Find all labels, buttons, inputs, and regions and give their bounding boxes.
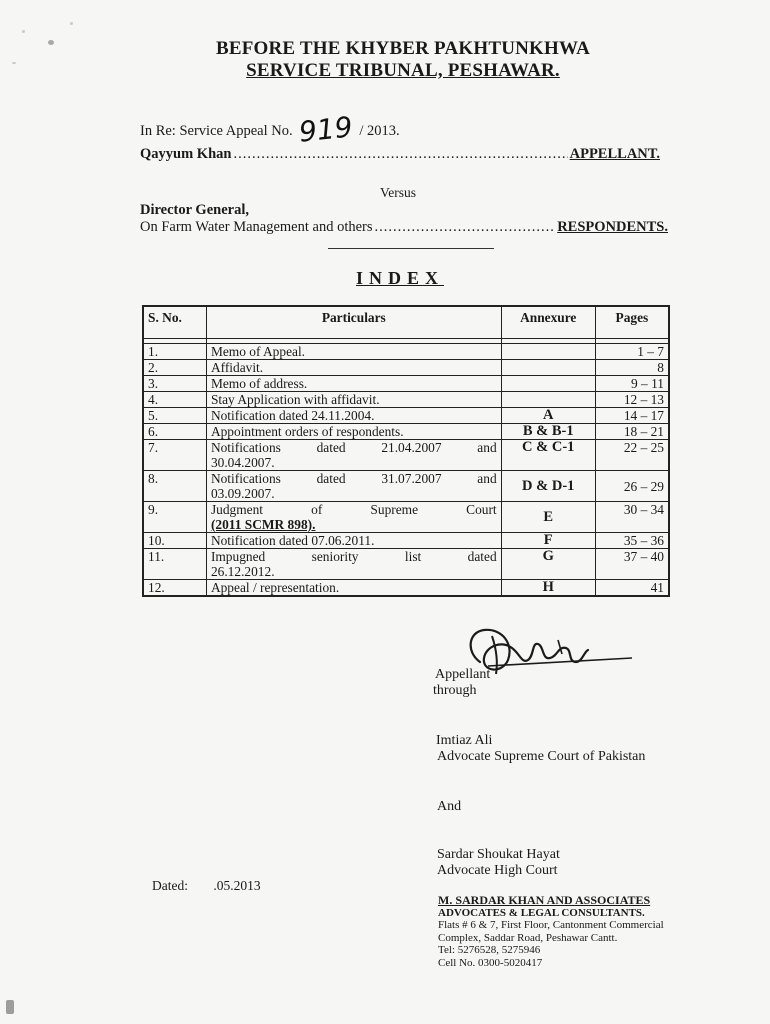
cell-pages: 8 — [595, 360, 669, 376]
scan-speck — [22, 30, 25, 33]
cell-sno: 2. — [143, 360, 206, 376]
cell-sno: 3. — [143, 376, 206, 392]
firm-cell: Cell No. 0300-5020417 — [438, 956, 543, 969]
cell-sno: 5. — [143, 408, 206, 424]
table-row — [143, 533, 669, 549]
cell-annexure — [501, 360, 595, 376]
and-label: And — [437, 799, 462, 814]
cell-particulars: Notification dated 07.06.2011. — [206, 533, 501, 549]
court-heading-line2: SERVICE TRIBUNAL, PESHAWAR. — [246, 60, 560, 81]
firm-address-line1: Flats # 6 & 7, First Floor, Cantonment Commercial — [438, 919, 664, 931]
cell-annexure: A — [501, 408, 595, 424]
counsel1-title: Advocate Supreme Court of Pakistan — [437, 749, 646, 764]
cell-pages: 26 – 29 — [595, 471, 669, 502]
cell-particulars: Notification dated 24.11.2004. — [206, 408, 501, 424]
cell-sno: 10. — [143, 533, 206, 549]
column-header: S. No. — [143, 306, 206, 339]
table-row — [143, 580, 669, 597]
cell-annexure: F — [501, 533, 595, 549]
column-header: Annexure — [501, 306, 595, 339]
column-header: Particulars — [206, 306, 501, 339]
appeal-prefix: In Re: Service Appeal No. — [140, 123, 293, 139]
respondent-line — [140, 219, 668, 236]
cell-pages: 9 – 11 — [595, 376, 669, 392]
respondent-role: RESPONDENTS. — [557, 219, 668, 235]
court-heading-line1: BEFORE THE KHYBER PAKHTUNKHWA — [215, 38, 591, 59]
particulars-line: Notifications dated 21.04.2007 and — [210, 440, 497, 455]
cell-annexure: D & D-1 — [501, 471, 595, 502]
table-row — [143, 360, 669, 376]
cell-annexure: C & C-1 — [501, 440, 595, 471]
cell-sno: 9. — [143, 502, 206, 533]
index-title: INDEX — [356, 268, 445, 288]
cell-sno: 8. — [143, 471, 206, 502]
dated-label: Dated: — [152, 878, 188, 893]
leader-dots — [375, 219, 556, 236]
respondent-name: On Farm Water Management and others — [140, 219, 373, 235]
table-row — [143, 471, 669, 502]
separator-rule — [328, 248, 494, 249]
cell-particulars — [206, 440, 501, 471]
dated-line — [152, 878, 261, 894]
scan-speck — [6, 1000, 14, 1014]
cell-pages: 14 – 17 — [595, 408, 669, 424]
cell-particulars: Stay Application with affidavit. — [206, 392, 501, 408]
appeal-number-handwritten: 919 — [297, 110, 355, 149]
cell-pages: 22 – 25 — [595, 440, 669, 471]
column-header: Pages — [595, 306, 669, 339]
counsel1-name: Imtiaz Ali — [436, 733, 493, 748]
firm-tagline: ADVOCATES & LEGAL CONSULTANTS. — [438, 906, 645, 919]
dated-value: .05.2013 — [213, 878, 261, 893]
cell-pages: 37 – 40 — [595, 549, 669, 580]
table-row — [143, 392, 669, 408]
cell-sno: 6. — [143, 424, 206, 440]
table-row — [143, 376, 669, 392]
cell-particulars: Memo of Appeal. — [206, 344, 501, 360]
cell-particulars: Memo of address. — [206, 376, 501, 392]
particulars-line: 30.04.2007. — [210, 455, 275, 470]
particulars-line: Judgment of Supreme Court — [210, 502, 497, 517]
cell-pages: 41 — [595, 580, 669, 597]
cell-annexure: B & B-1 — [501, 424, 595, 440]
table-header-row — [143, 306, 669, 339]
appellant-label: Appellant — [435, 667, 491, 682]
cell-annexure: E — [501, 502, 595, 533]
cell-particulars — [206, 502, 501, 533]
cell-annexure — [501, 344, 595, 360]
table-row — [143, 408, 669, 424]
firm-address-line2: Complex, Saddar Road, Peshawar Cantt. — [438, 931, 618, 944]
particulars-line: Impugned seniority list dated — [210, 549, 497, 564]
index-table — [142, 305, 670, 597]
appellant-line — [140, 146, 660, 163]
appeal-reference — [140, 110, 400, 149]
cell-particulars: Appeal / representation. — [206, 580, 501, 597]
cell-annexure: G — [501, 549, 595, 580]
particulars-line: 03.09.2007. — [210, 486, 275, 501]
cell-pages: 12 – 13 — [595, 392, 669, 408]
cell-pages: 1 – 7 — [595, 344, 669, 360]
citation-line: (2011 SCMR 898). — [210, 517, 316, 532]
cell-annexure — [501, 376, 595, 392]
cell-particulars: Appointment orders of respondents. — [206, 424, 501, 440]
cell-pages: 30 – 34 — [595, 502, 669, 533]
cell-particulars — [206, 471, 501, 502]
cell-sno: 4. — [143, 392, 206, 408]
cell-sno: 7. — [143, 440, 206, 471]
law-firm-block — [438, 894, 664, 969]
leader-dots — [233, 146, 567, 163]
appellant-role: APPELLANT. — [569, 146, 660, 162]
cell-pages: 18 – 21 — [595, 424, 669, 440]
scan-speck — [70, 22, 73, 25]
counsel2-title: Advocate High Court — [437, 863, 558, 878]
firm-name: M. SARDAR KHAN AND ASSOCIATES — [438, 893, 651, 907]
cell-particulars: Affidavit. — [206, 360, 501, 376]
respondent-title: Director General, — [140, 202, 249, 218]
cell-sno: 11. — [143, 549, 206, 580]
versus-label: Versus — [380, 185, 416, 200]
appeal-suffix: / 2013. — [359, 123, 400, 139]
firm-telephone: Tel: 5276528, 5275946 — [438, 944, 541, 956]
cell-sno: 12. — [143, 580, 206, 597]
cell-particulars — [206, 549, 501, 580]
table-row — [143, 344, 669, 360]
cell-sno: 1. — [143, 344, 206, 360]
particulars-line: Notifications dated 31.07.2007 and — [210, 471, 497, 486]
cell-pages: 35 – 36 — [595, 533, 669, 549]
table-row — [143, 549, 669, 580]
particulars-line: 26.12.2012. — [210, 564, 275, 579]
cell-annexure — [501, 392, 595, 408]
table-row — [143, 502, 669, 533]
table-row — [143, 424, 669, 440]
through-label: through — [433, 683, 477, 698]
table-row — [143, 440, 669, 471]
appellant-name: Qayyum Khan — [140, 146, 232, 162]
cell-annexure: H — [501, 580, 595, 597]
counsel2-name: Sardar Shoukat Hayat — [437, 847, 560, 862]
